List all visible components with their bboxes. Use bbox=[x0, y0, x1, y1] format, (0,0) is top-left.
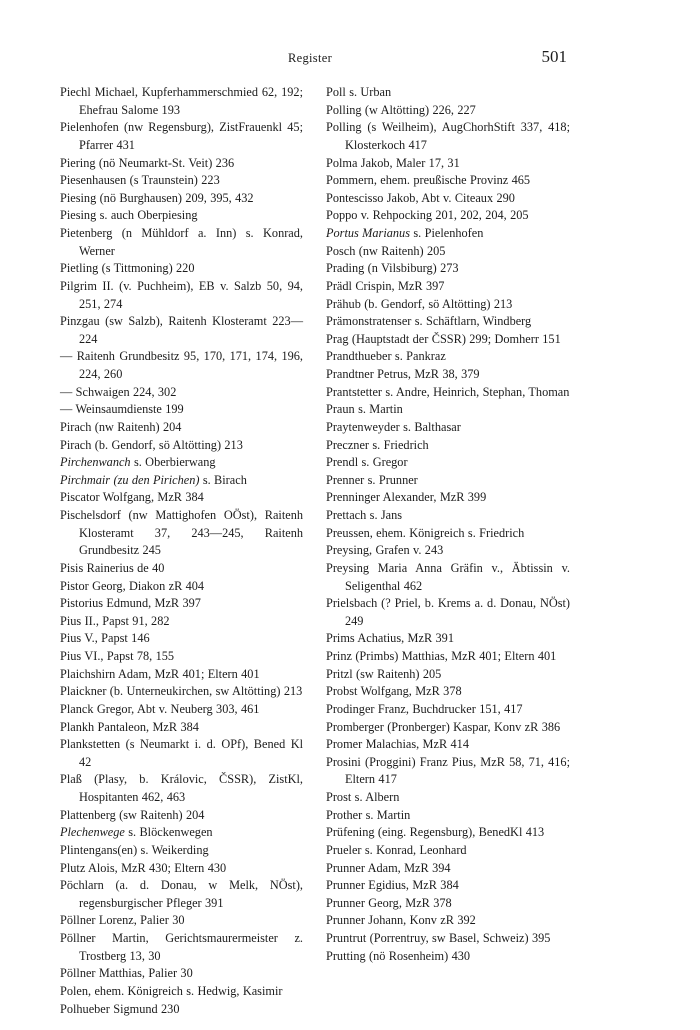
index-entry bbox=[60, 807, 303, 825]
index-entry-text: Piesenhausen (s Traunstein) 223 bbox=[60, 173, 220, 188]
index-entry bbox=[60, 225, 303, 260]
index-entry bbox=[60, 701, 303, 719]
index-entry bbox=[326, 842, 570, 860]
index-entry-text: Pischelsdorf (nw Mattighofen OÖst), Raitenh Klosteramt 37, 243—245, Raitenh Grundbesitz 245 bbox=[60, 508, 303, 558]
index-entry bbox=[60, 912, 303, 930]
index-entry-text: Prutting (nö Rosenheim) 430 bbox=[326, 948, 471, 963]
index-entry-text: Piesing s. auch Oberpiesing bbox=[60, 208, 198, 223]
index-entry bbox=[326, 102, 570, 120]
index-entry-text: Preysing, Grafen v. 243 bbox=[326, 543, 444, 558]
index-entry bbox=[326, 207, 570, 225]
index-entry-text: Preczner s. Friedrich bbox=[326, 437, 429, 452]
running-header bbox=[0, 49, 700, 69]
index-entry bbox=[60, 666, 303, 684]
index-entry-text: Planck Gregor, Abt v. Neuberg 303, 461 bbox=[60, 701, 260, 716]
index-entry bbox=[326, 595, 570, 630]
index-entry-text: Prag (Hauptstadt der ČSSR) 299; Domherr 151 bbox=[326, 331, 561, 346]
index-entry bbox=[326, 437, 570, 455]
index-entry bbox=[326, 630, 570, 648]
index-entry-text: Pöllner Martin, Gerichtsmaurermeister z. Trostberg 13, 30 bbox=[60, 931, 303, 963]
index-entry bbox=[326, 877, 570, 895]
index-entry bbox=[326, 260, 570, 278]
index-entry-text: Promer Malachias, MzR 414 bbox=[326, 737, 469, 752]
index-entry-text: Polhueber Sigmund 230 bbox=[60, 1001, 180, 1016]
index-entry-text: Prettach s. Jans bbox=[326, 508, 403, 522]
index-entry bbox=[326, 930, 570, 948]
index-entry-text: Plattenberg (sw Raitenh) 204 bbox=[60, 807, 205, 822]
index-entry-text: Polling (w Altötting) 226, 227 bbox=[326, 102, 476, 117]
index-entry bbox=[60, 736, 303, 771]
index-entry-text: Prielsbach (? Priel, b. Krems a. d. Donau, NÖst) 249 bbox=[326, 596, 570, 628]
page-number: 501 bbox=[541, 47, 567, 66]
index-entry-text: Pistor Georg, Diakon zR 404 bbox=[60, 578, 205, 593]
index-entry-text: Pontescisso Jakob, Abt v. Citeaux 290 bbox=[326, 190, 515, 205]
index-entry bbox=[326, 384, 570, 402]
index-entry bbox=[60, 965, 303, 983]
index-entry bbox=[60, 630, 303, 648]
index-entry bbox=[326, 542, 570, 560]
index-entry bbox=[60, 771, 303, 806]
index-entry-text: Preussen, ehem. Königreich s. Friedrich bbox=[326, 525, 525, 540]
index-entry-text: Polen, ehem. Königreich s. Hedwig, Kasimir bbox=[60, 983, 283, 998]
index-entry-text: Pius V., Papst 146 bbox=[60, 631, 150, 646]
index-entry bbox=[326, 331, 570, 349]
index-entry bbox=[60, 348, 303, 383]
index-entry-italic-text: Portus Marianus bbox=[326, 226, 410, 240]
index-entry bbox=[60, 172, 303, 190]
index-entry bbox=[326, 754, 570, 789]
index-entry-text: s. Oberbierwang bbox=[130, 455, 216, 470]
index-entry-text: s. Blöckenwegen bbox=[124, 825, 213, 840]
index-entry bbox=[60, 930, 303, 965]
index-entry-text: Piechl Michael, Kupferhammerschmied 62, 192; Ehefrau Salome 193 bbox=[60, 85, 303, 117]
index-entry-text: Plaichshirn Adam, MzR 401; Eltern 401 bbox=[60, 666, 260, 681]
index-entry-text: Prunner Adam, MzR 394 bbox=[326, 860, 451, 875]
index-entry bbox=[60, 578, 303, 596]
index-entry bbox=[60, 613, 303, 631]
index-entry bbox=[326, 419, 570, 437]
index-entry bbox=[326, 296, 570, 314]
index-entry-text: Pöllner Matthias, Palier 30 bbox=[60, 966, 193, 981]
index-entry-italic-text: Pirchmair (zu den Pirichen) bbox=[60, 472, 200, 487]
index-entry bbox=[326, 807, 570, 825]
index-entry bbox=[60, 983, 303, 1001]
index-entry-text: Pöllner Lorenz, Palier 30 bbox=[60, 913, 185, 928]
index-entry bbox=[60, 824, 303, 842]
index-entry-text: Posch (nw Raitenh) 205 bbox=[326, 243, 446, 258]
index-entry bbox=[60, 489, 303, 507]
index-entry bbox=[326, 824, 570, 842]
index-entry bbox=[60, 472, 303, 490]
index-entry-text: Piesing (nö Burghausen) 209, 395, 432 bbox=[60, 190, 254, 205]
index-entry bbox=[60, 842, 303, 860]
index-entry-text: Praun s. Martin bbox=[326, 402, 403, 417]
index-entry-text: Probst Wolfgang, MzR 378 bbox=[326, 684, 462, 699]
index-entry bbox=[326, 560, 570, 595]
index-entry-text: Piscator Wolfgang, MzR 384 bbox=[60, 490, 204, 505]
index-entry bbox=[60, 401, 303, 419]
index-entry-text: Prandthueber s. Pankraz bbox=[326, 349, 446, 364]
index-entry-text: Pinzgau (sw Salzb), Raitenh Klosteramt 223—224 bbox=[60, 314, 303, 346]
index-entry bbox=[326, 172, 570, 190]
index-entry bbox=[60, 507, 303, 560]
index-entry bbox=[60, 155, 303, 173]
index-entry bbox=[326, 648, 570, 666]
index-entry-text: Pruntrut (Porrentruy, sw Basel, Schweiz) 395 bbox=[326, 931, 551, 945]
index-entry-text: Pommern, ehem. preußische Provinz 465 bbox=[326, 173, 531, 188]
index-entry bbox=[326, 225, 570, 243]
index-entry-text: Pritzl (sw Raitenh) 205 bbox=[326, 666, 442, 681]
index-entry-text: Pius II., Papst 91, 282 bbox=[60, 613, 170, 628]
index-entry-text: Prueler s. Konrad, Leonhard bbox=[326, 842, 467, 857]
index-entry-text: Prenner s. Prunner bbox=[326, 472, 418, 487]
index-entry bbox=[326, 366, 570, 384]
index-entry-text: — Raitenh Grundbesitz 95, 170, 171, 174, 196, 224, 260 bbox=[60, 349, 303, 381]
index-entry-text: Polling (s Weilheim), AugChorhStift 337, 418; Klosterkoch 417 bbox=[326, 120, 570, 152]
index-entry-text: Prinz (Primbs) Matthias, MzR 401; Eltern 401 bbox=[326, 649, 557, 663]
index-entry bbox=[60, 384, 303, 402]
index-entry bbox=[60, 84, 303, 119]
index-entry-text: Poppo v. Rehpocking 201, 202, 204, 205 bbox=[326, 208, 529, 223]
index-entry bbox=[326, 401, 570, 419]
index-entry bbox=[60, 278, 303, 313]
index-entry-text: Pius VI., Papst 78, 155 bbox=[60, 649, 175, 663]
index-entry-text: Prading (n Vilsbiburg) 273 bbox=[326, 261, 459, 276]
index-entry bbox=[60, 560, 303, 578]
index-entry bbox=[326, 666, 570, 684]
index-entry-text: Pistorius Edmund, MzR 397 bbox=[60, 596, 201, 611]
index-entry bbox=[326, 454, 570, 472]
index-entry-text: Prims Achatius, MzR 391 bbox=[326, 631, 454, 646]
index-entry-text: Prost s. Albern bbox=[326, 790, 400, 804]
index-entry-text: — Weinsaumdienste 199 bbox=[60, 402, 184, 417]
index-entry bbox=[326, 155, 570, 173]
index-entry-text: — Schwaigen 224, 302 bbox=[60, 384, 177, 399]
index-entry bbox=[326, 912, 570, 930]
index-entry bbox=[326, 489, 570, 507]
index-entry-text: Pietenberg (n Mühldorf a. Inn) s. Konrad, Werner bbox=[60, 226, 303, 258]
index-entry bbox=[326, 683, 570, 701]
index-entry bbox=[326, 119, 570, 154]
index-entry-text: Prähub (b. Gendorf, sö Altötting) 213 bbox=[326, 296, 513, 311]
index-entry bbox=[60, 190, 303, 208]
index-entry bbox=[60, 437, 303, 455]
index-entry-text: Pöchlarn (a. d. Donau, w Melk, NÖst), regensburgischer Pfleger 391 bbox=[60, 878, 303, 910]
index-entry bbox=[326, 313, 570, 331]
index-entry-text: Poll s. Urban bbox=[326, 85, 392, 99]
index-entry-text: Plaß (Plasy, b. Královic, ČSSR), ZistKl, Hospitanten 462, 463 bbox=[60, 772, 303, 804]
index-entry bbox=[326, 860, 570, 878]
index-entry-text: Pirach (b. Gendorf, sö Altötting) 213 bbox=[60, 437, 243, 452]
index-entry-text: Pirach (nw Raitenh) 204 bbox=[60, 419, 182, 434]
index-entry bbox=[60, 119, 303, 154]
index-entry bbox=[326, 348, 570, 366]
index-entry-text: Prantstetter s. Andre, Heinrich, Stephan, Thoman bbox=[326, 384, 570, 399]
index-entry bbox=[326, 789, 570, 807]
index-entry-text: Piering (nö Neumarkt-St. Veit) 236 bbox=[60, 155, 235, 170]
index-entry bbox=[60, 648, 303, 666]
index-entry-text: Prunner Johann, Konv zR 392 bbox=[326, 913, 476, 928]
index-entry bbox=[60, 260, 303, 278]
index-entry bbox=[326, 507, 570, 525]
index-entry-text: Plintengans(en) s. Weikerding bbox=[60, 842, 209, 857]
index-entry bbox=[60, 719, 303, 737]
index-entry-text: Pietling (s Tittmoning) 220 bbox=[60, 261, 195, 276]
index-entry-text: Prendl s. Gregor bbox=[326, 455, 408, 470]
index-entry bbox=[326, 701, 570, 719]
index-entry-text: Pielenhofen (nw Regensburg), ZistFrauenkl 45; Pfarrer 431 bbox=[60, 120, 303, 152]
running-title: Register bbox=[287, 51, 333, 65]
index-entry-text: Prunner Egidius, MzR 384 bbox=[326, 878, 459, 893]
index-entry-italic-text: Pirchenwanch bbox=[60, 455, 131, 470]
index-entry-text: Praytenweyder s. Balthasar bbox=[326, 419, 461, 434]
index-entry bbox=[326, 472, 570, 490]
index-entry-text: Prodinger Franz, Buchdrucker 151, 417 bbox=[326, 701, 523, 716]
index-entry-text: Polma Jakob, Maler 17, 31 bbox=[326, 155, 460, 170]
index-entry-italic-text: Plechenwege bbox=[60, 825, 125, 840]
index-entry-text: Preysing Maria Anna Gräfin v., Äbtissin v. Seligenthal 462 bbox=[326, 560, 570, 593]
index-entry-text: Pilgrim II. (v. Puchheim), EB v. Salzb 50, 94, 251, 274 bbox=[60, 278, 303, 311]
index-entry bbox=[60, 1001, 303, 1019]
index-entry bbox=[60, 313, 303, 348]
index-entry bbox=[60, 683, 303, 701]
index-entry bbox=[326, 948, 570, 966]
index-entry bbox=[326, 84, 570, 102]
index-entry bbox=[60, 419, 303, 437]
index-entry-text: Prüfening (eing. Regensburg), BenedKl 413 bbox=[326, 825, 545, 840]
index-entry-text: Plankstetten (s Neumarkt i. d. OPf), Bened Kl 42 bbox=[60, 737, 303, 769]
index-entry-text: Prandtner Petrus, MzR 38, 379 bbox=[326, 367, 480, 381]
index-entry bbox=[60, 454, 303, 472]
index-entry bbox=[60, 860, 303, 878]
index-entry-text: Plankh Pantaleon, MzR 384 bbox=[60, 719, 199, 734]
index-entry bbox=[326, 278, 570, 296]
index-entry bbox=[60, 207, 303, 225]
index-entry bbox=[326, 895, 570, 913]
index-entry bbox=[60, 595, 303, 613]
index-entry-text: s. Birach bbox=[199, 472, 247, 487]
index-column-left bbox=[60, 84, 303, 1018]
index-entry-text: Prämonstratenser s. Schäftlarn, Windberg bbox=[326, 314, 532, 329]
index-entry bbox=[326, 719, 570, 737]
index-entry-text: Promberger (Pronberger) Kaspar, Konv zR 386 bbox=[326, 719, 561, 734]
index-entry-text: Plutz Alois, MzR 430; Eltern 430 bbox=[60, 860, 227, 875]
index-entry-text: Prother s. Martin bbox=[326, 807, 411, 822]
index-entry-text: s. Pielenhofen bbox=[410, 226, 484, 240]
index-entry bbox=[326, 736, 570, 754]
index-entry-text: Prunner Georg, MzR 378 bbox=[326, 895, 452, 910]
index-entry bbox=[60, 877, 303, 912]
index-entry-text: Pisis Rainerius de 40 bbox=[60, 560, 165, 575]
index-entry-text: Prenninger Alexander, MzR 399 bbox=[326, 490, 487, 505]
index-entry-text: Prosini (Proggini) Franz Pius, MzR 58, 71, 416; Eltern 417 bbox=[326, 754, 570, 787]
index-entry-text: Plaickner (b. Unterneukirchen, sw Altötting) 213 bbox=[60, 684, 303, 699]
index-entry bbox=[326, 525, 570, 543]
index-entry bbox=[326, 243, 570, 261]
index-column-right bbox=[326, 84, 570, 965]
index-entry bbox=[326, 190, 570, 208]
index-entry-text: Prädl Crispin, MzR 397 bbox=[326, 278, 445, 293]
